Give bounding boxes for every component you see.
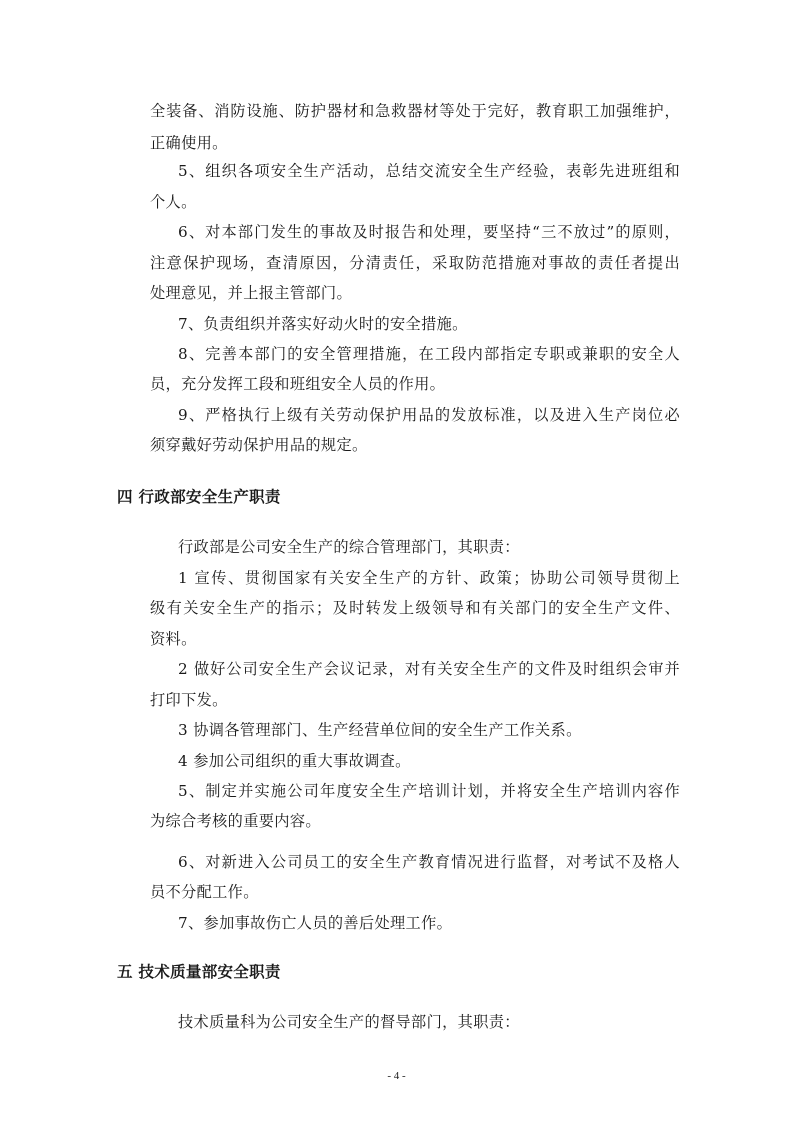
section-heading-tech-quality: 五 技术质量部安全职责 <box>117 963 281 981</box>
body-text-line: 须穿戴好劳动保护用品的规定。 <box>150 436 368 454</box>
body-text-line: 资料。 <box>150 630 197 648</box>
body-text-line: 处理意见，并上报主管部门。 <box>150 284 352 302</box>
body-text-line: 正确使用。 <box>150 134 228 152</box>
list-item-5: 5、组织各项安全生产活动，总结交流安全生产经验，表彰先进班组和 <box>178 162 680 180</box>
list-item-2: 2 做好公司安全生产会议记录，对有关安全生产的文件及时组织会审并 <box>178 660 680 678</box>
list-item-3: 3 协调各管理部门、生产经营单位间的安全生产工作关系。 <box>178 721 582 739</box>
list-item-1: 1 宣传、贯彻国家有关安全生产的方针、政策；协助公司领导贯彻上 <box>178 569 680 587</box>
body-text-line: 员不分配工作。 <box>150 883 259 901</box>
list-item-7: 7、参加事故伤亡人员的善后处理工作。 <box>178 914 453 932</box>
body-text-line: 注意保护现场，查清原因，分清责任，采取防范措施对事故的责任者提出 <box>150 254 680 272</box>
body-text-line: 打印下发。 <box>150 691 228 709</box>
list-item-7: 7、负责组织并落实好动火时的安全措施。 <box>178 315 468 333</box>
section-intro: 行政部是公司安全生产的综合管理部门，其职责： <box>178 538 520 556</box>
section-intro: 技术质量科为公司安全生产的督导部门，其职责： <box>178 1013 520 1031</box>
body-text-line: 员，充分发挥工段和班组安全人员的作用。 <box>150 375 446 393</box>
list-item-5: 5、制定并实施公司年度安全生产培训计划，并将安全生产培训内容作 <box>178 782 680 800</box>
list-item-6: 6、对新进入公司员工的安全生产教育情况进行监督，对考试不及格人 <box>178 853 680 871</box>
section-heading-admin: 四 行政部安全生产职责 <box>117 488 281 506</box>
body-text-line: 为综合考核的重要内容。 <box>150 812 321 830</box>
list-item-9: 9、严格执行上级有关劳动保护用品的发放标准，以及进入生产岗位必 <box>178 406 680 424</box>
list-item-4: 4 参加公司组织的重大事故调查。 <box>178 752 411 770</box>
list-item-6: 6、对本部门发生的事故及时报告和处理，要坚持“三不放过”的原则， <box>178 223 680 241</box>
body-text-line: 级有关安全生产的指示；及时转发上级领导和有关部门的安全生产文件、 <box>150 599 680 617</box>
body-text-line: 个人。 <box>150 193 197 211</box>
body-text-line: 全装备、消防设施、防护器材和急救器材等处于完好，教育职工加强维护， <box>150 102 680 120</box>
list-item-8: 8、完善本部门的安全管理措施，在工段内部指定专职或兼职的安全人 <box>178 345 680 363</box>
page-number: - 4 - <box>387 1070 406 1082</box>
